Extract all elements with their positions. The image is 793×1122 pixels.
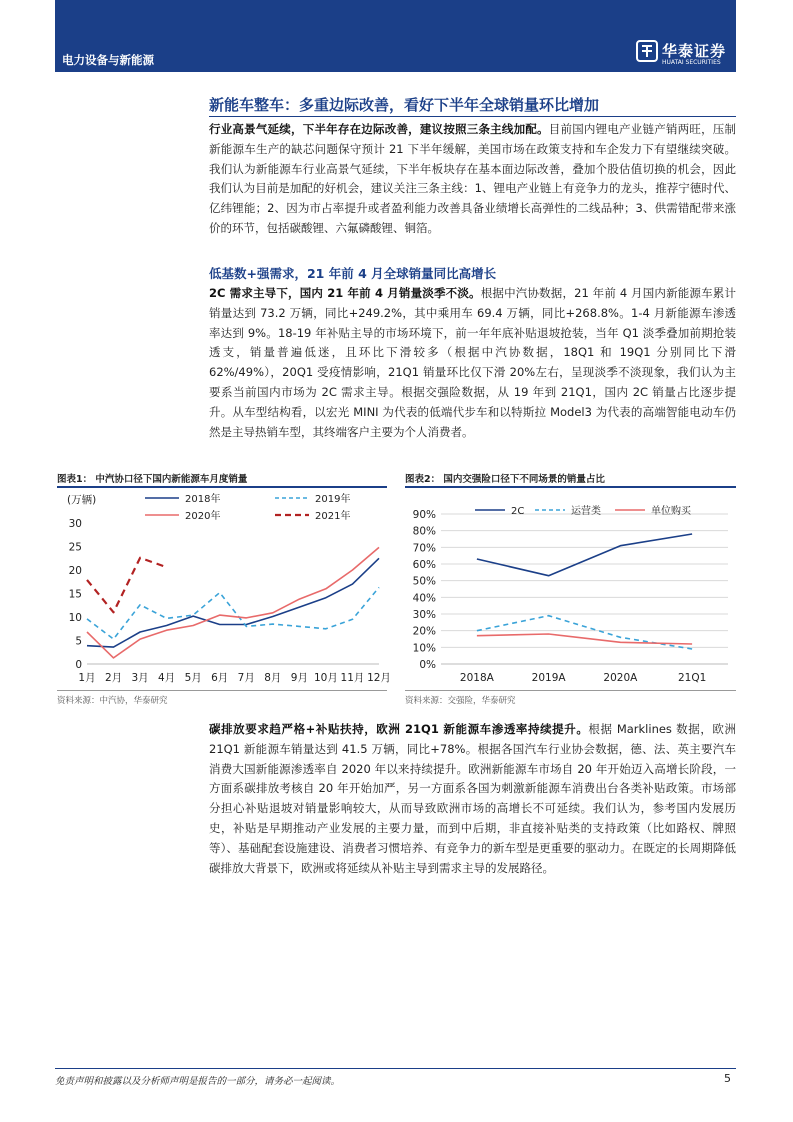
series-line-0	[477, 534, 692, 576]
logo-text-en: HUATAI SECURITIES	[662, 59, 721, 66]
legend-label-1: 运营类	[571, 506, 601, 517]
x-tick-label: 5月	[184, 672, 202, 684]
subsection-title: 低基数+强需求，21 年前 4 月全球销量同比高增长	[209, 266, 497, 281]
x-tick-label: 6月	[211, 672, 229, 684]
page-number: 5	[724, 1072, 731, 1085]
series-line-2	[87, 547, 379, 658]
y-tick-label: 25	[68, 541, 82, 554]
title-divider	[209, 116, 736, 117]
figure-2-chart	[405, 488, 736, 688]
paragraph-1	[209, 120, 736, 239]
series-line-0	[87, 558, 379, 647]
y-tick-label: 30%	[412, 609, 436, 621]
paragraph-3-body: 根据 Marklines 数据，欧洲 21Q1 新能源车销量达到 41.5 万辆，同比+78%。根据各国汽车行业协会数据，德、法、英主要汽车消费大国新能源渗透率自 2020 年以来持续提升。欧洲新能源车市场自 20 年开始迈入高增长阶段，一方面系碳排放考核自 20 年开始加严，另一方面系各国为刺激新能源车消费出台各类补贴政策。市场部分担心补贴退坡对销量影响较大，从而导致欧洲市场的高增长不可延续。我们认为，参考国内发展历史，补贴是早期推动产业发展的主要力量，而到中后期，非直接补贴类的支持政策（比如路权、牌照等）、基础配套设施建设、消费者习惯培养、有竞争力的新车型是更重要的驱动力。在既定的长周期降低碳排放大背景下，欧洲或将延续从补贴主导到需求主导的发展路径。	[209, 722, 736, 875]
y-tick-label: 80%	[412, 525, 436, 538]
legend-label-3: 2021年	[315, 511, 351, 522]
series-line-3	[87, 558, 167, 613]
paragraph-2	[209, 284, 736, 442]
footer-rule	[55, 1068, 736, 1069]
legend-label-2: 单位购买	[651, 506, 691, 517]
series-line-2	[477, 634, 692, 644]
x-tick-label: 10月	[313, 672, 338, 684]
section-title: 新能车整车：多重边际改善，看好下半年全球销量环比增加	[209, 96, 600, 114]
y-tick-label: 15	[68, 588, 82, 601]
y-tick-label: 30	[68, 518, 82, 530]
header-bar	[55, 0, 736, 72]
series-line-1	[87, 587, 379, 639]
brand-logo	[636, 40, 732, 68]
section-label: 电力设备与新能源	[62, 53, 154, 67]
figure-1-source-rule	[57, 690, 387, 691]
y-tick-label: 5	[75, 635, 82, 648]
figure-2-caption: 图表2： 国内交强险口径下不同场景的销量占比	[405, 474, 605, 485]
y-tick-label: 50%	[412, 575, 436, 588]
y-tick-label: 60%	[412, 559, 436, 571]
y-tick-label: 20%	[412, 625, 436, 638]
logo-mark-icon	[636, 40, 658, 62]
paragraph-3	[209, 720, 736, 878]
y-axis-label: (万辆)	[67, 494, 97, 506]
y-tick-label: 90%	[412, 509, 436, 521]
y-tick-label: 20	[68, 565, 82, 577]
x-tick-label: 4月	[158, 672, 176, 684]
x-tick-label: 8月	[264, 672, 282, 684]
x-tick-label: 2019A	[531, 672, 566, 684]
figure-1-chart	[57, 488, 391, 688]
x-tick-label: 2018A	[459, 672, 494, 684]
x-tick-label: 1月	[78, 672, 96, 684]
x-tick-label: 12月	[367, 672, 391, 684]
y-tick-label: 70%	[412, 542, 436, 555]
legend-label-0: 2C	[511, 506, 525, 517]
paragraph-2-body: 根据中汽协数据，21 年前 4 月国内新能源车累计销量达到 73.2 万辆，同比+249.2%，其中乘用车 69.4 万辆，同比+268.8%。1-4 月新能源车渗透率达到 9%。18-19 年补贴主导的市场环境下，前一年年底补贴退坡抢装，当年 Q1 淡季叠加前期抢装透支，销量普遍低迷，且环比下滑较多（根据中汽协数据，18Q1 和 19Q1 分别同比下滑 62%/49%），20Q1 受疫情影响，21Q1 销量环比仅下滑 20%左右，呈现淡季不淡现象，我们认为主要系当前国内市场为 2C 需求主导。根据交强险数据，从 19 年到 21Q1，国内 2C 销量占比逐步提升。从车型结构看，以宏光 MINI 为代表的低端代步车和以特斯拉 Model3 为代表的高端智能电动车仍然是主导热销车型，其终端客户主要为个人消费者。	[209, 286, 736, 439]
figure-1-source: 资料来源：中汽协，华泰研究	[57, 696, 168, 706]
x-tick-label: 9月	[290, 672, 308, 684]
figure-2-source-rule	[405, 690, 736, 691]
x-tick-label: 21Q1	[677, 672, 707, 684]
x-tick-label: 2月	[104, 672, 123, 684]
figure-1-caption: 图表1： 中汽协口径下国内新能源车月度销量	[57, 474, 248, 485]
y-tick-label: 0%	[419, 659, 436, 671]
legend-label-1: 2019年	[315, 494, 351, 505]
paragraph-2-lead: 2C 需求主导下，国内 21 年前 4 月销量淡季不淡。	[209, 286, 481, 300]
figure-2-source: 资料来源：交强险，华泰研究	[405, 696, 516, 706]
x-tick-label: 7月	[237, 672, 255, 684]
paragraph-1-lead: 行业高景气延续，下半年存在边际改善，建议按照三条主线加配。	[209, 122, 549, 136]
y-tick-label: 0	[75, 659, 82, 671]
legend-label-2: 2020年	[185, 511, 221, 522]
x-tick-label: 11月	[340, 672, 365, 684]
legend-label-0: 2018年	[185, 494, 221, 505]
x-tick-label: 3月	[131, 672, 149, 684]
y-tick-label: 10%	[412, 642, 436, 655]
logo-text-cn: 华泰证券	[662, 42, 727, 60]
y-tick-label: 10	[68, 612, 82, 624]
x-tick-label: 2020A	[603, 672, 638, 684]
paragraph-1-body: 目前国内锂电产业链产销两旺，压制新能源车生产的缺芯问题保守预计 21 下半年缓解，美国市场在政策支持和车企发力下有望继续突破。我们认为新能源车行业高景气延续，下半年板块存在基本面边际改善，叠加个股估值切换的机会，因此我们认为目前是加配的好机会，建议关注三条主线：1、锂电产业链上有竞争力的龙头，推荐宁德时代、亿纬锂能；2、因为市占率提升或者盈利能力改善具备业绩增长高弹性的二线品种；3、供需错配带来涨价的环节，包括碳酸锂、六氟磷酸锂、铜箔。	[209, 122, 737, 235]
paragraph-3-lead: 碳排放要求趋严格+补贴扶持，欧洲 21Q1 新能源车渗透率持续提升。	[209, 722, 589, 736]
y-tick-label: 40%	[412, 592, 436, 605]
footer-disclaimer: 免责声明和披露以及分析师声明是报告的一部分，请务必一起阅读。	[55, 1076, 341, 1087]
